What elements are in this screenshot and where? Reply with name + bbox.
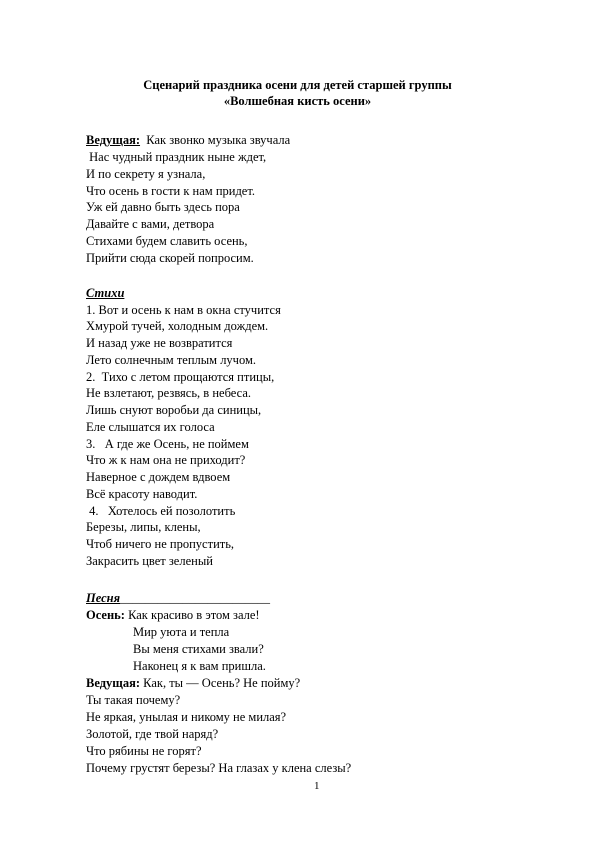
poem-line: 3. А где же Осень, не поймем	[86, 437, 249, 451]
autumn-line: Наконец я к вам пришла.	[133, 659, 266, 673]
intro-line: Стихами будем славить осень,	[86, 234, 248, 248]
poem-line: 2. Тихо с летом прощаются птицы,	[86, 370, 275, 384]
poem-line: 1. Вот и осень к нам в окна стучится	[86, 303, 281, 317]
poem-line: И назад уже не возвратится	[86, 336, 233, 350]
poem-line: Закрасить цвет зеленый	[86, 554, 213, 568]
intro-first-line: Ведущая: Как звонко музыка звучала	[86, 133, 291, 147]
speaker-host-dialogue: Ведущая:	[86, 676, 141, 690]
page-number: 1	[314, 780, 320, 792]
intro-line: Уж ей давно быть здесь пора	[86, 200, 240, 214]
document-subtitle: «Волшебная кисть осени»	[223, 94, 372, 108]
host-line: Почему грустят березы? На глазах у клена слезы?	[86, 761, 352, 775]
poem-line: Еле слышатся их голоса	[86, 420, 215, 434]
poem-line: Что ж к нам она не приходит?	[86, 453, 246, 467]
poem-line: Чтоб ничего не пропустить,	[86, 537, 235, 551]
document-title: Сценарий праздника осени для детей старшей группы	[143, 78, 452, 92]
intro-line: Что осень в гости к нам придет.	[86, 184, 256, 198]
host-line: Что рябины не горят?	[86, 744, 202, 758]
host-line: Не яркая, унылая и никому не милая?	[86, 710, 287, 724]
song-blank: ________________________	[120, 591, 271, 605]
speaker-host: Ведущая:	[86, 133, 141, 147]
autumn-first-line: Осень: Как красиво в этом зале!	[86, 608, 260, 622]
autumn-line: Мир уюта и тепла	[133, 625, 230, 639]
poem-line: Лето солнечным теплым лучом.	[86, 353, 257, 367]
poem-line: Наверное с дождем вдвоем	[86, 470, 231, 484]
intro-line: Давайте с вами, детвора	[86, 217, 215, 231]
song-heading-line	[86, 590, 270, 606]
speaker-autumn: Осень:	[86, 608, 125, 622]
host-line: Золотой, где твой наряд?	[86, 727, 219, 741]
poems-heading: Стихи	[86, 286, 125, 300]
poem-line: Хмурой тучей, холодным дождем.	[86, 319, 269, 333]
host-first-line: Ведущая: Как, ты — Осень? Не пойму?	[86, 676, 301, 690]
poem-line: Не взлетают, резвясь, в небеса.	[86, 386, 252, 400]
intro-line: Нас чудный праздник ныне ждет,	[86, 150, 267, 164]
intro-line: Прийти сюда скорей попросим.	[86, 251, 254, 265]
poem-line: Лишь снуют воробьи да синицы,	[86, 403, 262, 417]
poem-line: 4. Хотелось ей позолотить	[86, 504, 236, 518]
poem-line: Всё красоту наводит.	[86, 487, 198, 501]
intro-line: И по секрету я узнала,	[86, 167, 206, 181]
host-line: Ты такая почему?	[86, 693, 181, 707]
song-heading: Песня	[86, 591, 121, 605]
autumn-line: Вы меня стихами звали?	[133, 642, 264, 656]
poem-line: Березы, липы, клены,	[86, 520, 201, 534]
